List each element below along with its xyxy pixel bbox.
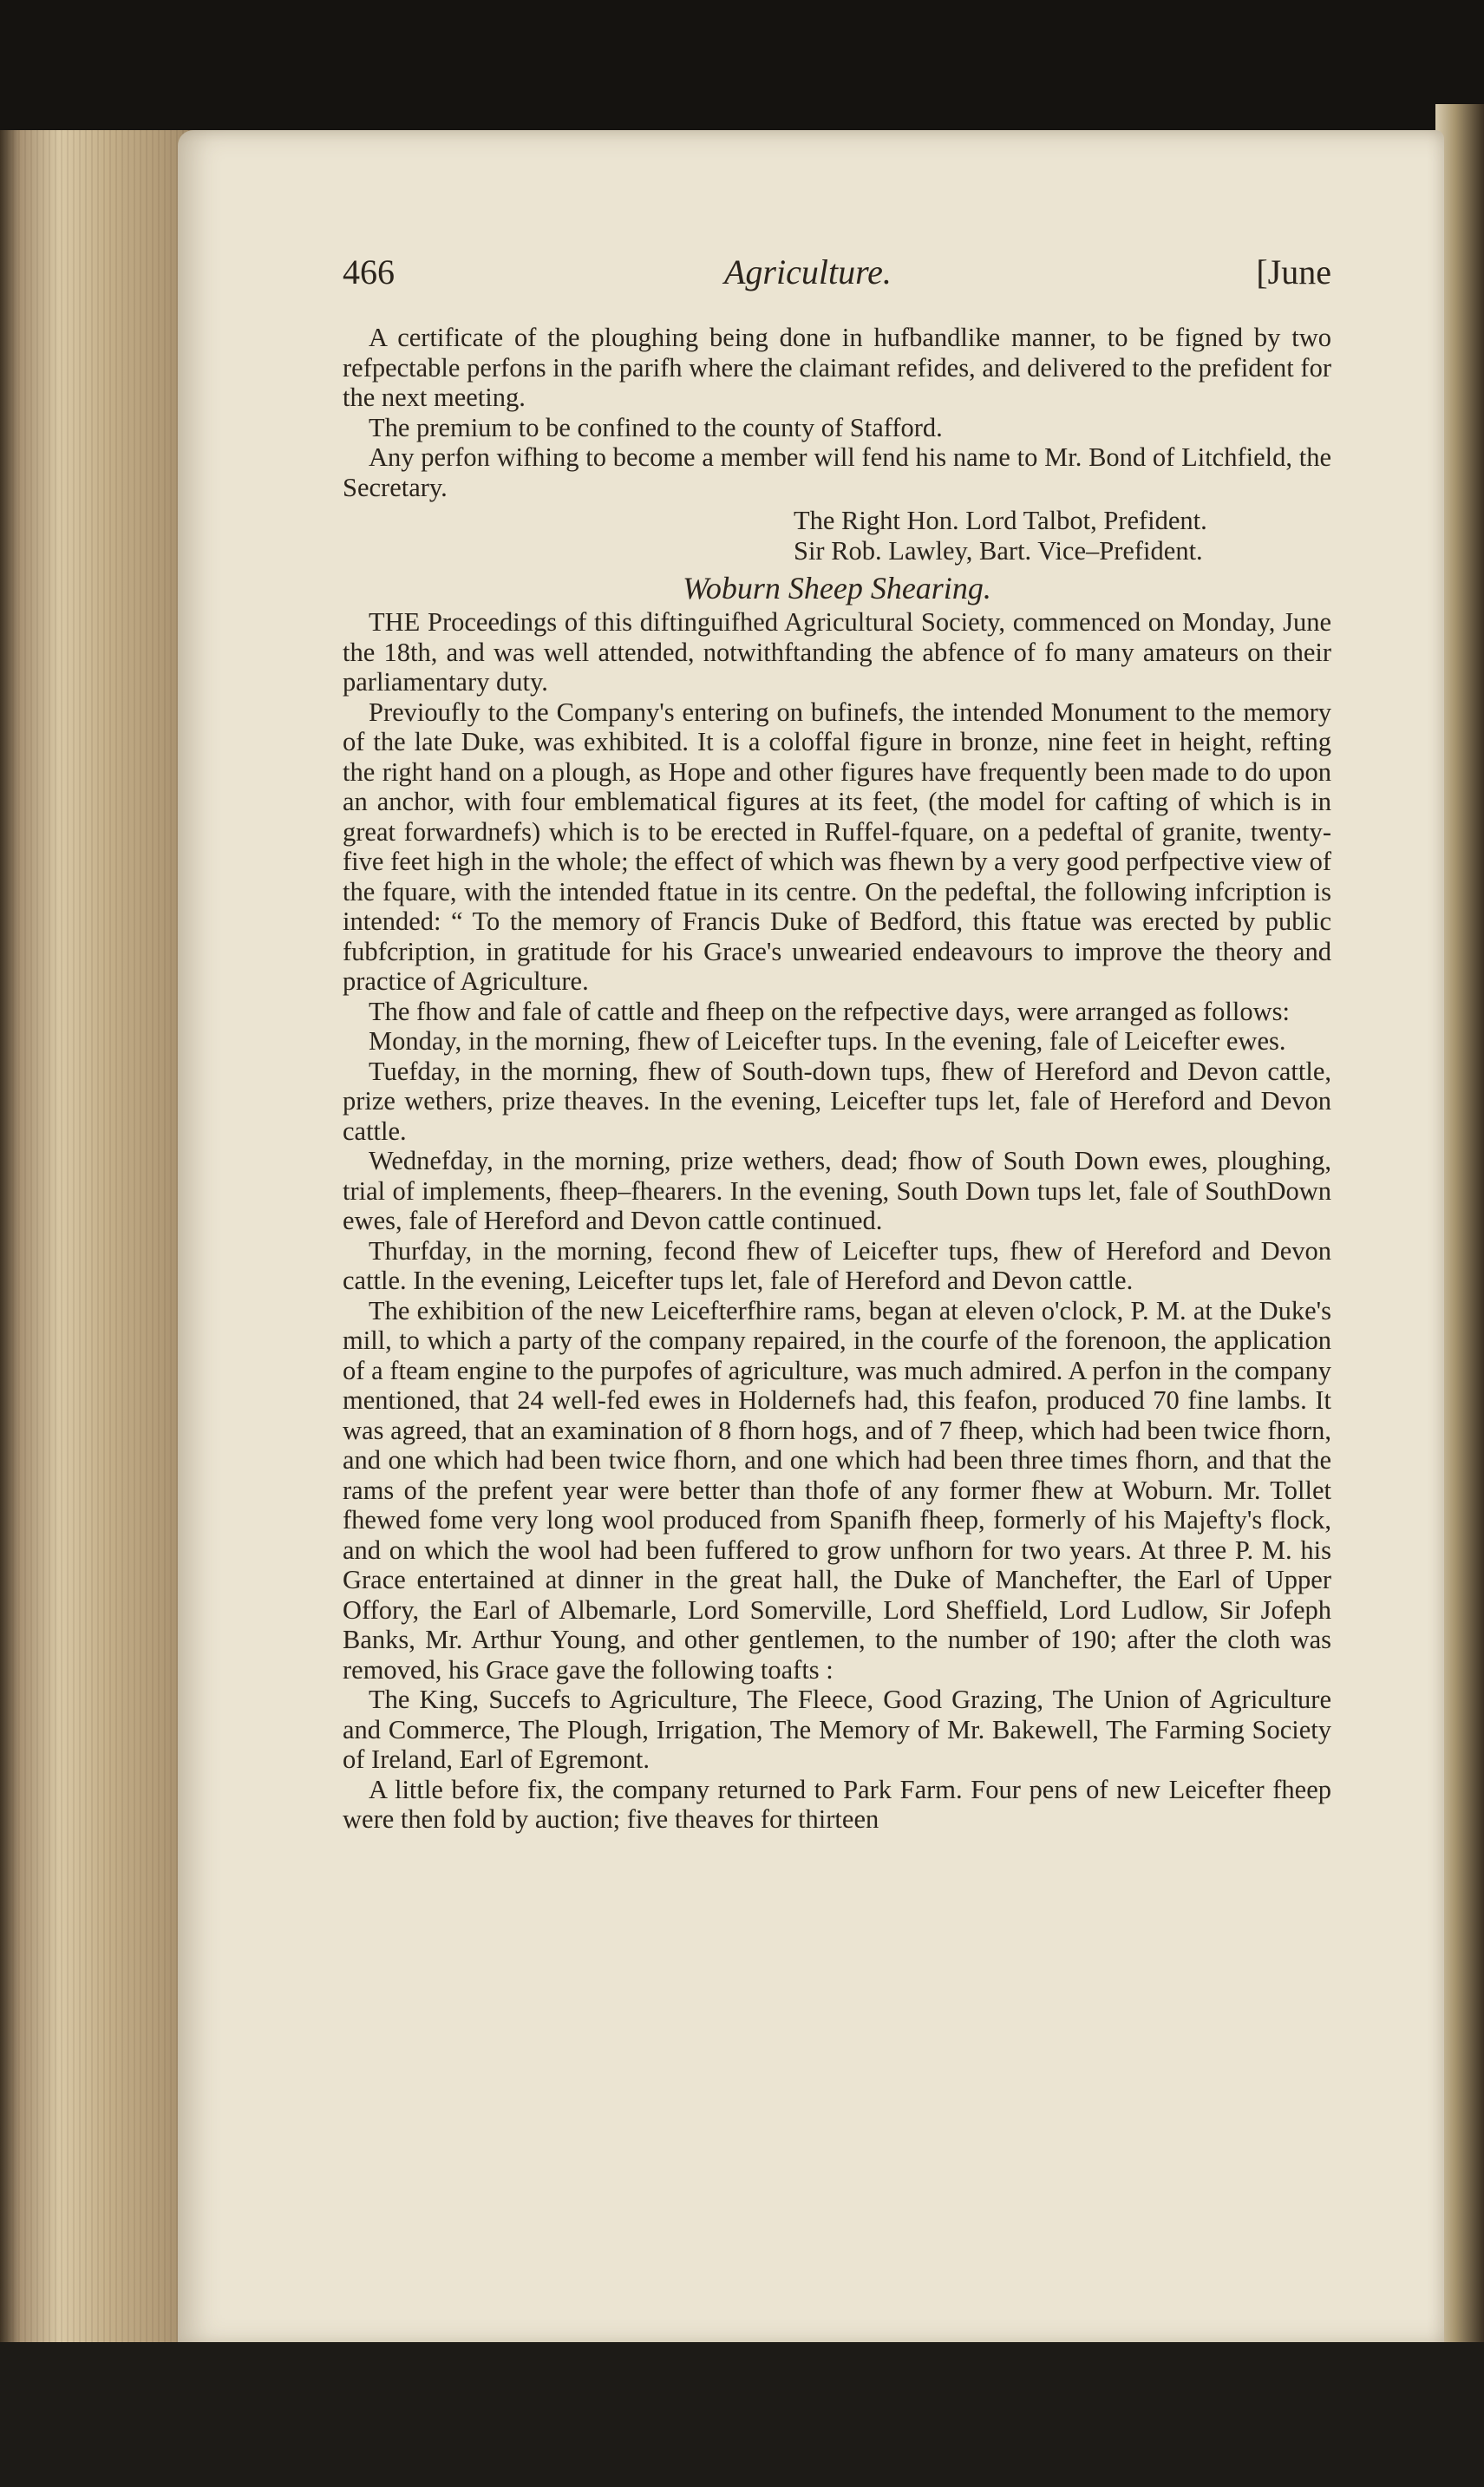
paragraph-premium: The premium to be confined to the county of Stafford. [369, 412, 943, 442]
page-text [343, 252, 1331, 1835]
paragraph-monday: Monday, in the morning, fhew of Leicefter tups. In the evening, fale of Leicefter ewes. [369, 1026, 1286, 1056]
paragraph-show: The fhow and fale of cattle and fheep on the refpective days, were arranged as follows: [369, 996, 1290, 1026]
signature-block [343, 506, 1331, 566]
paragraph-wednesday: Wednefday, in the morning, prize wethers, dead; fhow of South Down ewes, ploughing, trial of implements, fheep–fhearers. In the evening, South Down tups let, fale of SouthDown ewes, fale of Hereford and Devon cattle continued. [343, 1146, 1331, 1235]
paragraph-certificate: A certificate of the ploughing being done in hufbandlike manner, to be figned by two refpectable perfons in the parifh where the claimant refides, and delivered to the prefident for the next meeting. [343, 323, 1331, 412]
paragraph-thursday: Thurfday, in the morning, fecond fhew of Leicefter tups, fhew of Hereford and Devon cattle. In the evening, Leicefter tups let, fale of Hereford and Devon cattle. [343, 1235, 1331, 1295]
section-heading: Woburn Sheep Shearing. [683, 571, 991, 605]
paragraph-monument: Previoufly to the Company's entering on bufinefs, the intended Monument to the memory of the late Duke, was exhibited. It is a coloffal figure in bronze, nine feet in height, refting the right hand on a plough, as Hope and other figures have frequently been made to do upon an anchor, with four emblematical figures at its feet, (the model for cafting of which is in great forwardnefs) which is to be erected in Ruffel-fquare, on a pedeftal of granite, twenty-five feet high in the whole; the effect of which was fhewn by a very good perfpective view of the fquare, with the intended ftatue in its centre. On the pedeftal, the following infcription is intended: “ To the memory of Francis Duke of Bedford, this ftatue was erected by public fubfcription, in gratitude for his Grace's unwearied endeavours to improve the theory and practice of Agriculture. [343, 697, 1331, 996]
running-month: [June [1256, 252, 1331, 291]
top-background [0, 0, 1484, 130]
paragraph-proceedings: THE Proceedings of this diftinguifhed Agricultural Society, commenced on Monday, June the 18th, and was well attended, notwithftanding the abfence of fo many amateurs on their parliamentary duty. [343, 607, 1331, 697]
bottom-background [0, 2342, 1484, 2487]
paragraph-tuesday: Tuefday, in the morning, fhew of South-down tups, fhew of Hereford and Devon cattle, prize wethers, prize theaves. In the evening, Leicefter tups let, fale of Hereford and Devon cattle. [343, 1056, 1331, 1146]
book-page-edges [0, 130, 199, 2351]
paragraph-exhibition: The exhibition of the new Leicefterfhire rams, began at eleven o'clock, P. M. at the Duke's mill, to which a party of the company repaired, in the courfe of the forenoon, the application of a fteam engine to the purpofes of agriculture, was much admired. A perfon in the company mentioned, that 24 well-fed ewes in Holdernefs had, this feafon, produced 70 fine lambs. It was agreed, that an examination of 8 fhorn hogs, and of 7 fheep, which had been twice fhorn, and one which had been twice fhorn, and one which had been three times fhorn, and that the rams of the prefent year were better than thofe of any former fhew at Woburn. Mr. Tollet fhewed fome very long wool produced from Spanifh fheep, formerly of his Majefty's flock, and on which the wool had been fuffered to grow unfhorn for two years. At three P. M. his Grace entertained at dinner in the great hall, the Duke of Manchefter, the Earl of Upper Offory, the Earl of Albemarle, Lord Somerville, Lord Sheffield, Lord Ludlow, Sir Jofeph Banks, Mr. Arthur Young, and other gentlemen, to the number of 190; after the cloth was removed, his Grace gave the following toafts : [343, 1295, 1331, 1685]
paragraph-park-farm: A little before fix, the company returned to Park Farm. Four pens of new Leicefter fheep were then fold by auction; five theaves for thirteen [343, 1774, 1331, 1834]
page-number: 466 [343, 252, 395, 291]
running-header [343, 252, 1331, 304]
running-title: Agriculture. [724, 252, 892, 291]
paragraph-member: Any perfon wifhing to become a member will fend his name to Mr. Bond of Litchfield, the Secretary. [343, 442, 1331, 502]
paragraph-toasts: The King, Succefs to Agriculture, The Fleece, Good Grazing, The Union of Agriculture and Commerce, The Plough, Irrigation, The Memory of Mr. Bakewell, The Farming Society of Ireland, Earl of Egremont. [343, 1685, 1331, 1774]
signature-president: The Right Hon. Lord Talbot, Prefident. [794, 506, 1207, 535]
signature-vice-president: Sir Rob. Lawley, Bart. Vice–Prefident. [794, 535, 1203, 566]
